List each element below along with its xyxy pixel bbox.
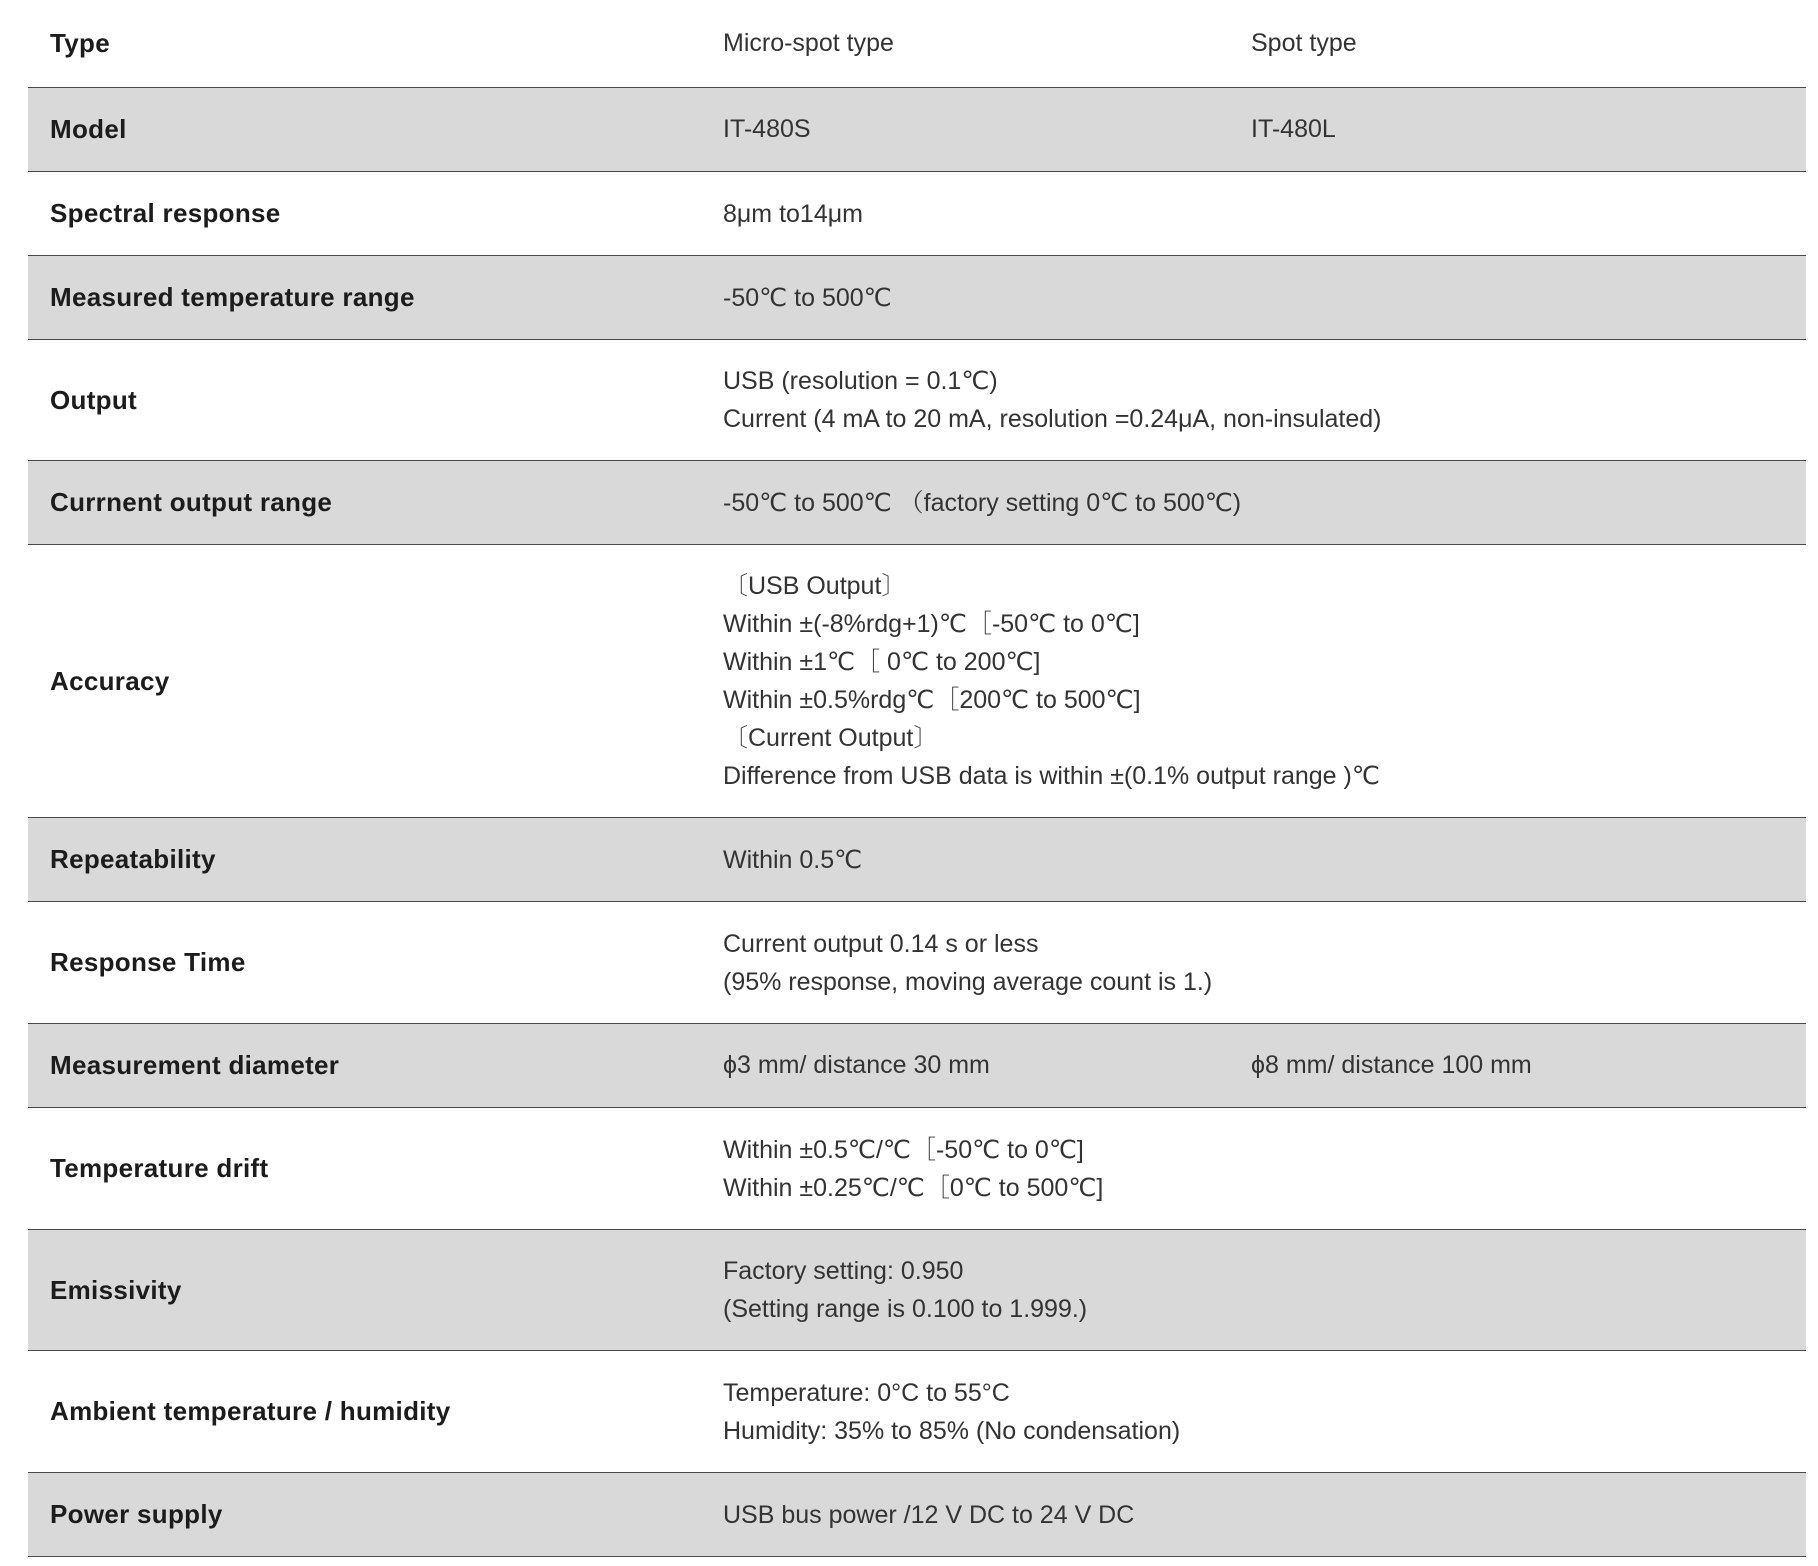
value-line: 8μm to14μm	[723, 199, 863, 228]
row-label: Currnent output range	[50, 487, 333, 517]
row-label: Spectral response	[50, 198, 281, 228]
row-value-a: ϕ3 mm/ distance 30 mm	[723, 1051, 990, 1079]
value-line: -50℃ to 500℃	[723, 283, 892, 312]
table-row	[28, 256, 1806, 340]
value-line: Temperature: 0°C to 55°C	[723, 1378, 1010, 1407]
table-row	[28, 1473, 1806, 1557]
table-row	[28, 1024, 1806, 1108]
row-value	[723, 1374, 1806, 1450]
table-row	[28, 1108, 1806, 1230]
row-label: Type	[50, 28, 110, 58]
row-label: Temperature drift	[50, 1153, 269, 1183]
table-row	[28, 818, 1806, 902]
table-row	[28, 461, 1806, 545]
table-row	[28, 545, 1806, 818]
table-row	[28, 1230, 1806, 1351]
value-line: Factory setting: 0.950	[723, 1257, 964, 1285]
value-line: 〔USB Output〕	[723, 572, 907, 600]
row-value	[723, 195, 1806, 233]
value-line: Within ±0.5℃/℃［-50℃ to 0℃]	[723, 1135, 1084, 1164]
table-row	[28, 902, 1806, 1024]
table-row	[28, 1351, 1806, 1473]
row-value	[723, 567, 1806, 795]
row-label: Power supply	[50, 1499, 223, 1529]
value-line: Within ±0.5%rdg℃［200℃ to 500℃]	[723, 686, 1141, 714]
row-label: Model	[50, 114, 127, 144]
table-row	[28, 172, 1806, 256]
row-value	[723, 841, 1806, 879]
value-line: (Setting range is 0.100 to 1.999.)	[723, 1295, 1088, 1323]
row-value	[723, 1496, 1806, 1534]
row-label: Ambient temperature / humidity	[50, 1396, 451, 1426]
value-line: 〔Current Output〕	[723, 724, 939, 752]
row-value-a: Micro-spot type	[723, 29, 894, 57]
row-label: Emissivity	[50, 1274, 182, 1305]
row-label: Measurement diameter	[50, 1050, 340, 1080]
value-line: Humidity: 35% to 85% (No condensation)	[723, 1416, 1181, 1445]
value-line: Current (4 mA to 20 mA, resolution =0.24μA, non-insulated)	[723, 405, 1382, 433]
row-label: Measured temperature range	[50, 282, 415, 312]
row-value	[723, 279, 1806, 317]
value-line: Difference from USB data is within ±(0.1% output range )℃	[723, 762, 1380, 790]
value-line: (95% response, moving average count is 1.)	[723, 967, 1213, 996]
row-value	[723, 1131, 1806, 1207]
row-value-b: ϕ8 mm/ distance 100 mm	[1251, 1051, 1532, 1079]
table-row	[28, 0, 1806, 88]
row-value	[723, 925, 1806, 1001]
value-line: Within ±0.25℃/℃［0℃ to 500℃]	[723, 1173, 1104, 1202]
value-line: USB bus power /12 V DC to 24 V DC	[723, 1500, 1135, 1529]
row-label: Repeatability	[50, 844, 216, 874]
row-value-b: Spot type	[1251, 29, 1357, 57]
value-line: USB (resolution = 0.1℃)	[723, 367, 998, 395]
row-value	[723, 1252, 1806, 1328]
value-line: Within ±1℃［ 0℃ to 200℃]	[723, 648, 1041, 676]
row-label: Output	[50, 384, 137, 415]
row-value-b: IT-480L	[1251, 115, 1336, 143]
row-value	[723, 362, 1806, 438]
row-label: Response Time	[50, 947, 246, 977]
value-line: Current output 0.14 s or less	[723, 929, 1039, 958]
spec-table	[28, 0, 1806, 1557]
value-line: Within ±(-8%rdg+1)℃［-50℃ to 0℃]	[723, 610, 1140, 638]
row-label: Accuracy	[50, 665, 170, 696]
table-row	[28, 340, 1806, 461]
value-line: -50℃ to 500℃ （factory setting 0℃ to 500℃)	[723, 488, 1242, 517]
row-value	[723, 484, 1806, 522]
value-line: Within 0.5℃	[723, 845, 863, 874]
row-value-a: IT-480S	[723, 115, 811, 143]
table-row	[28, 88, 1806, 172]
